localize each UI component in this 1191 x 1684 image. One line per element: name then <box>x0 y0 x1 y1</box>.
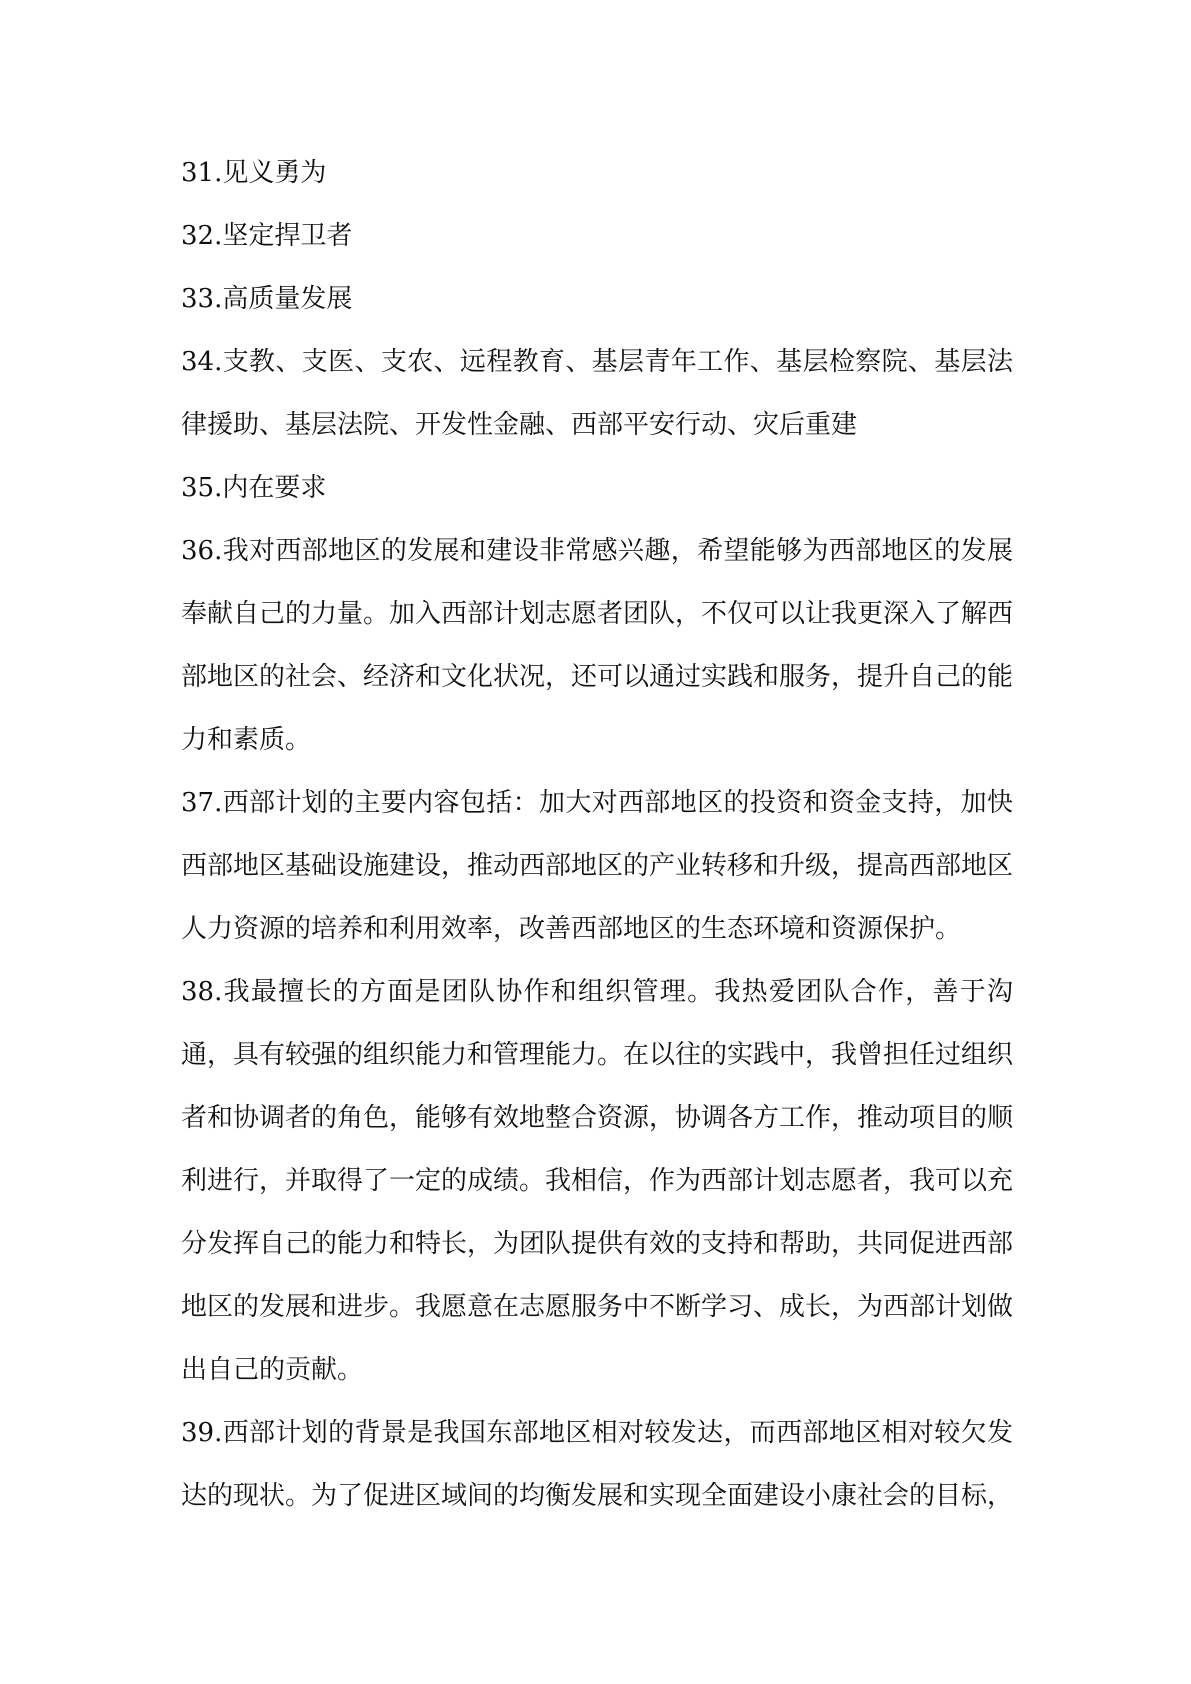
answer-item-34: 34.支教、支医、支农、远程教育、基层青年工作、基层检察院、基层法律援助、基层法院、开发性金融、西部平安行动、灾后重建 <box>181 347 1013 440</box>
document-body <box>181 142 1013 1528</box>
answer-item-38: 38.我最擅长的方面是团队协作和组织管理。我热爱团队合作，善于沟通，具有较强的组织能力和管理能力。在以往的实践中，我曾担任过组织者和协调者的角色，能够有效地整合资源，协调各方工作，推动项目的顺利进行，并取得了一定的成绩。我相信，作为西部计划志愿者，我可以充分发挥自己的能力和特长，为团队提供有效的支持和帮助，共同促进西部地区的发展和进步。我愿意在志愿服务中不断学习、成长，为西部计划做出自己的贡献。 <box>181 977 1014 1385</box>
answer-item-36: 36.我对西部地区的发展和建设非常感兴趣，希望能够为西部地区的发展奉献自己的力量。加入西部计划志愿者团队，不仅可以让我更深入了解西部地区的社会、经济和文化状况，还可以通过实践和服务，提升自己的能力和素质。 <box>181 536 1014 755</box>
answer-item-37: 37.西部计划的主要内容包括：加大对西部地区的投资和资金支持，加快西部地区基础设施建设，推动西部地区的产业转移和升级，提高西部地区人力资源的培养和利用效率，改善西部地区的生态环境和资源保护。 <box>181 788 1014 944</box>
answer-item-32: 32.坚定捍卫者 <box>181 221 353 251</box>
answer-item-33: 33.高质量发展 <box>181 284 353 314</box>
answer-item-35: 35.内在要求 <box>181 473 327 503</box>
answer-item-39: 39.西部计划的背景是我国东部地区相对较发达，而西部地区相对较欠发达的现状。为了促进区域间的均衡发展和实现全面建设小康社会的目标， <box>181 1418 1014 1511</box>
answer-item-31: 31.见义勇为 <box>181 158 327 188</box>
